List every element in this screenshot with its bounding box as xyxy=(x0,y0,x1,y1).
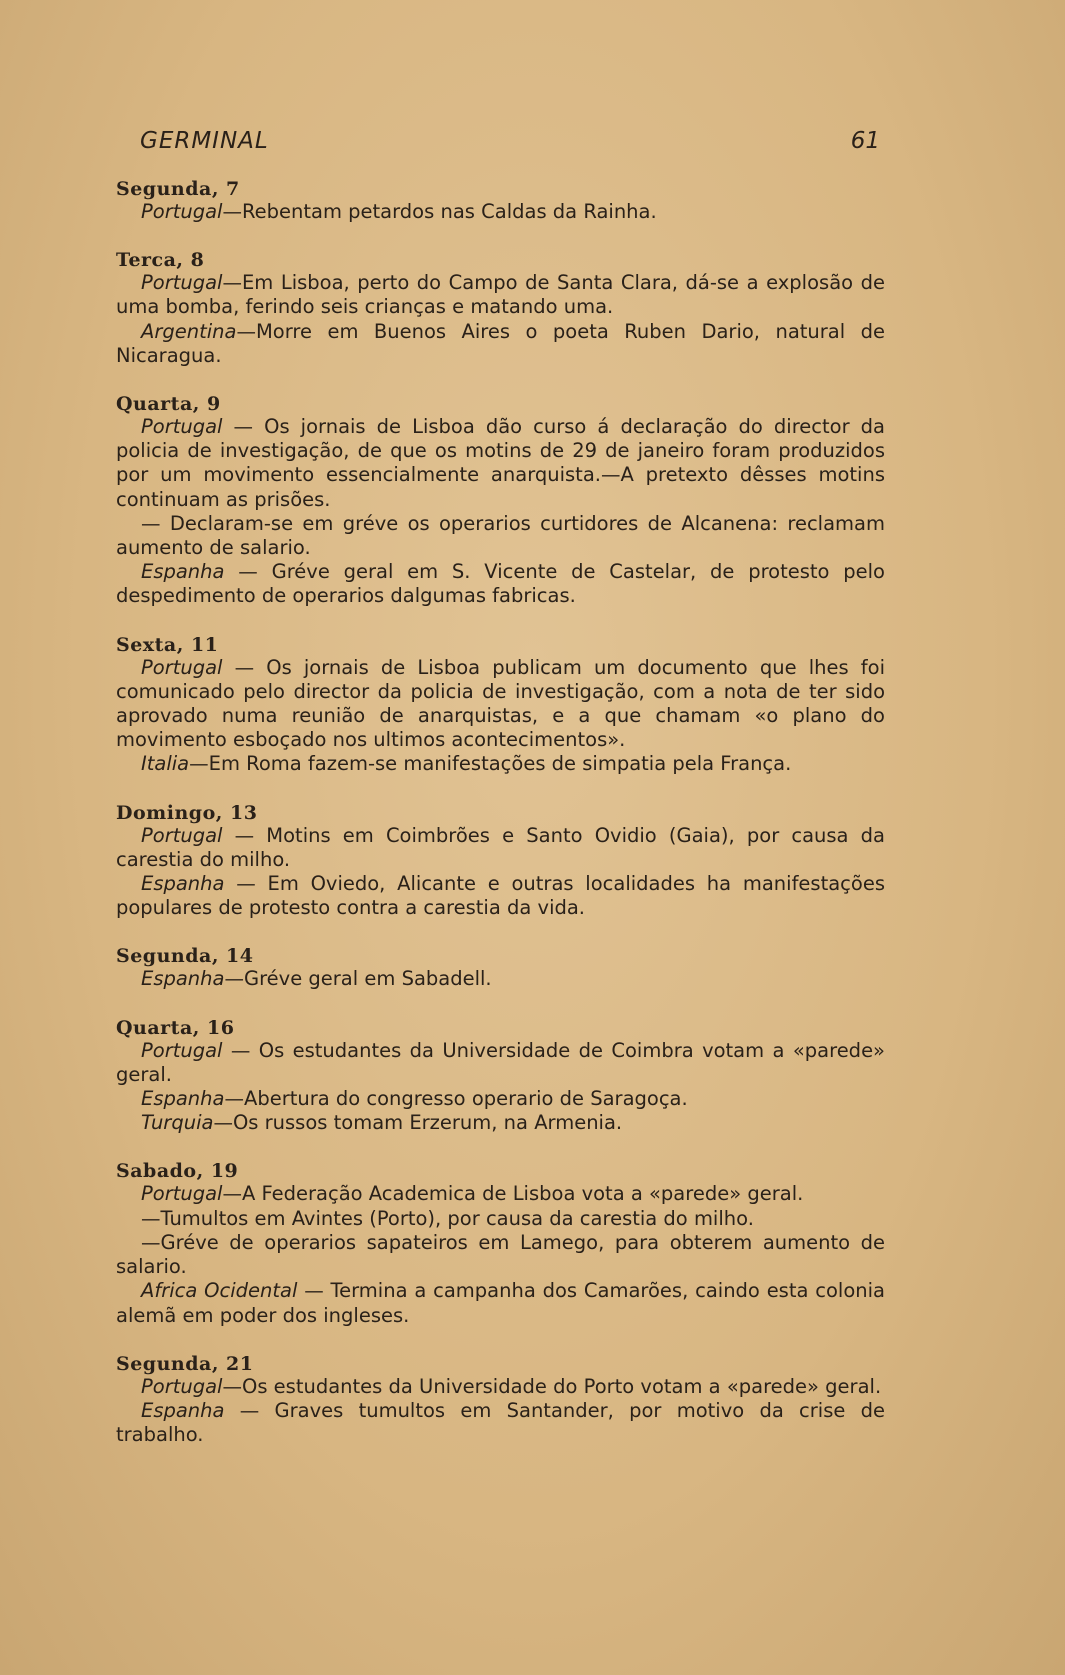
date-heading: Quarta, 9 xyxy=(116,393,221,416)
event-text: Os russos tomam Erzerum, na Armenia. xyxy=(232,1111,623,1135)
date-heading: Sabado, 19 xyxy=(116,1160,239,1183)
event-text: Em Oviedo, Alicante e outras localidades ha manifestações populares de protesto contra a carestia da vida. xyxy=(116,872,885,920)
event-item xyxy=(116,1375,885,1399)
event-item xyxy=(116,824,885,872)
event-text: Motins em Coimbrões e Santo Ovidio (Gaia), por causa da carestia do milho. xyxy=(116,823,885,871)
separator: — xyxy=(222,823,267,847)
event-item xyxy=(116,1279,885,1327)
date-entry xyxy=(116,249,885,368)
separator: — xyxy=(224,1087,244,1111)
separator: — xyxy=(222,1182,242,1206)
date-entry xyxy=(116,945,885,991)
event-text: Termina a campanha dos Camarões, caindo esta colonia alemã em poder dos ingleses. xyxy=(116,1279,885,1327)
page-header xyxy=(140,128,880,162)
separator: — xyxy=(297,1279,331,1303)
event-text: A Federação Academica de Lisboa vota a «parede» geral. xyxy=(241,1182,804,1206)
separator: — xyxy=(222,1374,242,1398)
event-item xyxy=(116,1231,885,1279)
date-heading: Sexta, 11 xyxy=(116,633,219,656)
separator: — xyxy=(213,1111,233,1135)
event-item xyxy=(116,1039,885,1087)
event-text: Em Roma fazem-se manifestações de simpatia pela França. xyxy=(208,752,792,776)
date-heading: Quarta, 16 xyxy=(116,1016,235,1039)
event-text: Gréve geral em Sabadell. xyxy=(243,967,492,991)
country-label: Portugal xyxy=(141,200,223,223)
date-heading: Segunda, 7 xyxy=(116,178,240,200)
date-heading: Terca, 8 xyxy=(116,249,205,272)
separator: — xyxy=(224,1398,275,1422)
country-label: Portugal xyxy=(141,415,223,439)
country-label: Espanha xyxy=(141,967,225,991)
date-entry xyxy=(116,178,885,224)
event-text: —Gréve de operarios sapateiros em Lamego, para obterem aumento de salario. xyxy=(116,1230,885,1279)
country-label: Turquia xyxy=(141,1111,214,1135)
event-text: Os jornais de Lisboa publicam um documento que lhes foi comunicado pelo director da policia de investigação, com a nota de ter sido aprovado numa reunião de anarquistas, e a que chamam «o plano do movimento esboçado nos ultimos acontecimentos». xyxy=(116,655,885,752)
running-title: GERMINAL xyxy=(140,128,269,154)
event-item xyxy=(116,1207,885,1231)
event-text: Gréve geral em S. Vicente de Castelar, de protesto pelo despedimento de operarios dalgumas fabricas. xyxy=(116,560,885,608)
event-item xyxy=(116,1087,885,1111)
chronology-content xyxy=(116,178,885,1472)
country-label: Espanha xyxy=(141,560,225,584)
event-text: Os estudantes da Universidade de Coimbra votam a «parede» geral. xyxy=(116,1038,885,1086)
date-entry xyxy=(116,1160,885,1327)
country-label: Africa Ocidental xyxy=(141,1279,298,1303)
event-item xyxy=(116,967,885,991)
event-item xyxy=(116,415,885,512)
country-label: Portugal xyxy=(141,823,223,847)
event-text: Graves tumultos em Santander, por motivo da crise de trabalho. xyxy=(116,1398,885,1447)
separator: — xyxy=(224,872,268,896)
event-text: Abertura do congresso operario de Saragoça. xyxy=(243,1087,688,1111)
country-label: Espanha xyxy=(141,872,225,896)
date-heading: Segunda, 14 xyxy=(116,945,254,968)
event-text: Em Lisboa, perto do Campo de Santa Clara, dá-se a explosão de uma bomba, ferindo seis crianças e matando uma. xyxy=(116,271,885,319)
separator: — xyxy=(189,752,209,776)
separator: — xyxy=(224,560,272,584)
event-item xyxy=(116,320,885,368)
country-label: Argentina xyxy=(141,319,237,343)
event-item xyxy=(116,271,885,319)
country-label: Italia xyxy=(141,752,190,776)
event-text: Rebentam petardos nas Caldas da Rainha. xyxy=(241,200,657,223)
date-entry xyxy=(116,393,885,609)
event-item xyxy=(116,1111,885,1135)
event-text: —Tumultos em Avintes (Porto), por causa da carestia do milho. xyxy=(141,1206,754,1230)
date-heading: Domingo, 13 xyxy=(116,801,258,824)
date-entry xyxy=(116,634,885,777)
date-heading: Segunda, 21 xyxy=(116,1352,254,1375)
event-text: — Declaram-se em gréve os operarios curtidores de Alcanena: reclamam aumento de salario. xyxy=(116,511,885,560)
event-item xyxy=(116,512,885,560)
separator: — xyxy=(222,200,242,223)
event-item xyxy=(116,752,885,776)
event-text: Os estudantes da Universidade do Porto votam a «parede» geral. xyxy=(241,1374,882,1398)
country-label: Portugal xyxy=(141,1182,223,1206)
event-item xyxy=(116,1182,885,1206)
event-item xyxy=(116,200,885,224)
separator: — xyxy=(224,967,244,991)
country-label: Espanha xyxy=(141,1087,225,1111)
separator: — xyxy=(222,415,265,439)
country-label: Espanha xyxy=(141,1398,225,1422)
separator: — xyxy=(222,655,267,679)
date-entry xyxy=(116,1353,885,1448)
separator: — xyxy=(222,271,242,295)
event-text: Os jornais de Lisboa dão curso á declaração do director da policia de investigação, de que os motins de 29 de janeiro foram produzidos por um movimento essencialmente anarquista.—A pretexto dêsses motins continuam as prisões. xyxy=(116,415,885,511)
event-item xyxy=(116,656,885,753)
country-label: Portugal xyxy=(141,271,223,295)
event-text: Morre em Buenos Aires o poeta Ruben Dario, natural de Nicaragua. xyxy=(116,319,885,367)
separator: — xyxy=(236,319,256,343)
date-entry xyxy=(116,1017,885,1136)
date-entry xyxy=(116,802,885,921)
country-label: Portugal xyxy=(141,1038,223,1062)
event-item xyxy=(116,872,885,920)
event-item xyxy=(116,1399,885,1447)
country-label: Portugal xyxy=(141,655,223,679)
page-number: 61 xyxy=(850,128,880,154)
separator: — xyxy=(222,1038,259,1062)
event-item xyxy=(116,560,885,608)
country-label: Portugal xyxy=(141,1374,223,1398)
